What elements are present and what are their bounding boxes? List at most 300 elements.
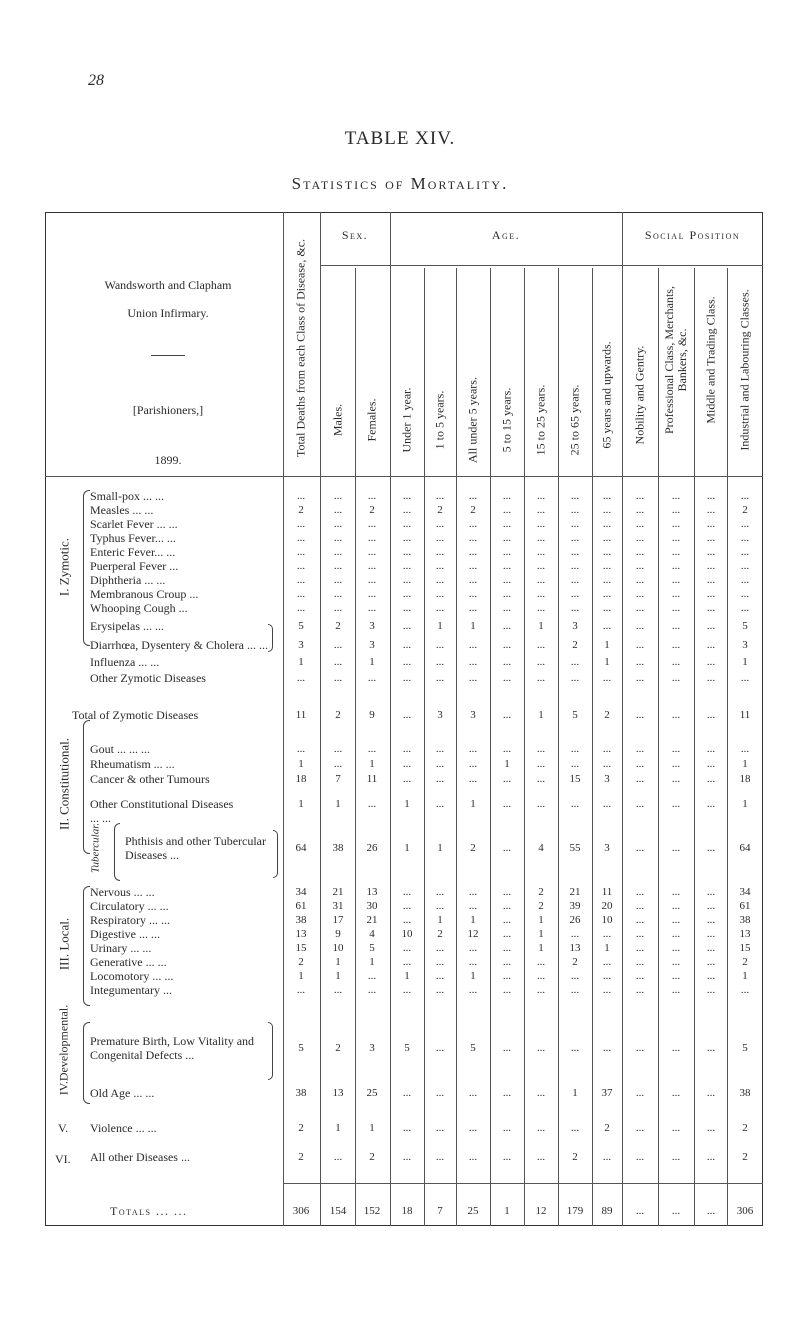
- table-cell: 1: [404, 842, 410, 854]
- table-cell: ...: [602, 970, 612, 982]
- table-cell: ...: [333, 574, 343, 586]
- table-cell: ...: [468, 1151, 478, 1163]
- table-cell: 1: [538, 620, 544, 632]
- table-cell: ...: [367, 602, 377, 614]
- table-cell: ...: [367, 743, 377, 755]
- table-cell: ...: [468, 758, 478, 770]
- sex-group-header: Sex.: [341, 228, 369, 242]
- table-cell: ...: [671, 560, 681, 572]
- table-cell: ...: [502, 620, 512, 632]
- table-cell: ...: [468, 1087, 478, 1099]
- table-cell: ...: [333, 639, 343, 651]
- table-cell: ...: [402, 672, 412, 684]
- table-cell: 1: [335, 956, 341, 968]
- table-cell: ...: [468, 656, 478, 668]
- grid-vline: [490, 268, 491, 1226]
- table-cell: 5: [298, 620, 304, 632]
- table-cell: ...: [671, 1087, 681, 1099]
- table-cell: ...: [740, 532, 750, 544]
- table-cell: ...: [502, 1087, 512, 1099]
- table-cell: 5: [404, 1042, 410, 1054]
- local-brace: [83, 886, 90, 1006]
- table-cell: ...: [635, 490, 645, 502]
- table-cell: ...: [602, 560, 612, 572]
- grid-vline: [456, 268, 457, 1226]
- table-cell: 1: [538, 942, 544, 954]
- table-cell: 1: [470, 798, 476, 810]
- table-cell: 179: [566, 1205, 584, 1217]
- table-cell: ...: [333, 504, 343, 516]
- table-cell: ...: [296, 518, 306, 530]
- table-cell: 15: [569, 773, 581, 785]
- table-cell: 1: [335, 1122, 341, 1134]
- table-cell: ...: [468, 743, 478, 755]
- table-cell: ...: [402, 1151, 412, 1163]
- table-cell: ...: [333, 546, 343, 558]
- table-cell: 2: [298, 1151, 304, 1163]
- table-cell: 1: [470, 914, 476, 926]
- table-cell: ...: [502, 942, 512, 954]
- table-cell: ...: [706, 1151, 716, 1163]
- table-cell: 18: [295, 773, 307, 785]
- table-cell: ...: [740, 546, 750, 558]
- table-cell: ...: [435, 956, 445, 968]
- table-cell: 26: [366, 842, 378, 854]
- table-cell: ...: [502, 773, 512, 785]
- age-group-header: Age.: [491, 228, 521, 242]
- table-cell: 10: [601, 914, 613, 926]
- table-cell: 38: [739, 1087, 751, 1099]
- table-cell: ...: [296, 602, 306, 614]
- table-cell: ...: [296, 546, 306, 558]
- table-cell: 1: [369, 656, 375, 668]
- table-cell: 306: [292, 1205, 310, 1217]
- table-cell: ...: [706, 602, 716, 614]
- table-cell: ...: [570, 672, 580, 684]
- table-cell: ...: [402, 1122, 412, 1134]
- table-cell: ...: [333, 743, 343, 755]
- table-cell: 25: [366, 1087, 378, 1099]
- table-cell: ...: [296, 984, 306, 996]
- table-cell: ...: [635, 639, 645, 651]
- table-cell: ...: [570, 546, 580, 558]
- table-cell: ...: [536, 1042, 546, 1054]
- table-cell: ...: [706, 1205, 716, 1217]
- table-cell: ...: [740, 672, 750, 684]
- table-cell: ...: [468, 956, 478, 968]
- table-cell: ...: [602, 1042, 612, 1054]
- table-cell: ...: [402, 758, 412, 770]
- table-cell: ...: [536, 956, 546, 968]
- table-cell: 1: [335, 970, 341, 982]
- grid-hline: [320, 265, 763, 266]
- table-cell: ...: [402, 532, 412, 544]
- table-cell: ...: [706, 560, 716, 572]
- row-label: Cancer & other Tumours: [90, 772, 210, 786]
- table-cell: 15: [739, 942, 751, 954]
- grid-vline: [283, 212, 284, 1226]
- table-cell: 2: [538, 900, 544, 912]
- table-cell: ...: [468, 639, 478, 651]
- table-cell: ...: [468, 574, 478, 586]
- table-cell: 25: [467, 1205, 479, 1217]
- row-label: Typhus Fever... ...: [90, 531, 176, 545]
- row-label: All other Diseases ...: [90, 1150, 190, 1164]
- table-cell: ...: [536, 532, 546, 544]
- row-label: Diphtheria ... ...: [90, 573, 166, 587]
- row-label: Whooping Cough ...: [90, 601, 188, 615]
- table-cell: ...: [502, 743, 512, 755]
- table-cell: 1: [437, 914, 443, 926]
- zymotic-brace: [83, 490, 90, 646]
- table-cell: ...: [602, 743, 612, 755]
- table-cell: ...: [435, 672, 445, 684]
- table-cell: ...: [706, 956, 716, 968]
- table-cell: ...: [435, 942, 445, 954]
- table-cell: ...: [635, 620, 645, 632]
- table-cell: 9: [335, 928, 341, 940]
- row-label: Influenza ... ...: [90, 655, 160, 669]
- table-cell: ...: [671, 639, 681, 651]
- table-cell: ...: [706, 984, 716, 996]
- constitutional-brace: [83, 720, 90, 854]
- table-cell: ...: [635, 709, 645, 721]
- table-cell: ...: [706, 914, 716, 926]
- row-label: Gout ... ... ...: [90, 742, 150, 756]
- table-cell: 2: [335, 709, 341, 721]
- table-cell: ...: [402, 504, 412, 516]
- table-cell: ...: [435, 560, 445, 572]
- table-cell: ...: [671, 886, 681, 898]
- table-cell: ...: [468, 532, 478, 544]
- table-cell: 9: [369, 709, 375, 721]
- table-cell: ...: [502, 656, 512, 668]
- table-cell: 89: [601, 1205, 613, 1217]
- table-cell: 13: [569, 942, 581, 954]
- table-cell: ...: [635, 798, 645, 810]
- table-cell: ...: [502, 1122, 512, 1134]
- table-cell: ...: [402, 914, 412, 926]
- table-cell: 3: [298, 639, 304, 651]
- table-cell: ...: [706, 672, 716, 684]
- table-cell: ...: [671, 532, 681, 544]
- row-label: Violence ... ...: [90, 1121, 157, 1135]
- table-cell: ...: [502, 546, 512, 558]
- table-cell: ...: [435, 656, 445, 668]
- table-cell: ...: [367, 588, 377, 600]
- table-cell: ...: [635, 1205, 645, 1217]
- table-cell: ...: [435, 798, 445, 810]
- table-cell: 5: [470, 1042, 476, 1054]
- table-cell: 1: [437, 842, 443, 854]
- table-cell: ...: [706, 900, 716, 912]
- table-cell: ...: [435, 886, 445, 898]
- table-cell: 13: [295, 928, 307, 940]
- header-rule: [45, 476, 763, 477]
- table-cell: 5: [572, 709, 578, 721]
- table-cell: 2: [298, 1122, 304, 1134]
- table-cell: ...: [536, 560, 546, 572]
- table-cell: ...: [602, 602, 612, 614]
- table-cell: ...: [635, 743, 645, 755]
- table-cell: ...: [570, 1042, 580, 1054]
- table-cell: 1: [742, 656, 748, 668]
- table-cell: ...: [570, 560, 580, 572]
- table-cell: ...: [402, 984, 412, 996]
- table-cell: ...: [367, 532, 377, 544]
- table-cell: ...: [602, 758, 612, 770]
- table-cell: 2: [604, 1122, 610, 1134]
- table-cell: ...: [296, 532, 306, 544]
- table-cell: ...: [502, 928, 512, 940]
- row-label: Premature Birth, Low Vitality and Congenital Defects ...: [90, 1034, 255, 1062]
- table-cell: ...: [671, 758, 681, 770]
- table-cell: ...: [536, 588, 546, 600]
- row-label: Other Constitutional Diseases ... ...: [90, 797, 234, 825]
- section-other-num: VI.: [55, 1152, 71, 1166]
- table-cell: ...: [402, 546, 412, 558]
- row-label: Urinary ... ...: [90, 941, 152, 955]
- table-cell: 61: [739, 900, 751, 912]
- table-cell: 3: [604, 773, 610, 785]
- table-cell: 1: [404, 970, 410, 982]
- row-label: Membranous Croup ...: [90, 587, 199, 601]
- table-cell: ...: [706, 773, 716, 785]
- table-cell: ...: [468, 672, 478, 684]
- section-violence-num: V.: [58, 1121, 69, 1135]
- col-header-nobility: Nobility and Gentry.: [632, 345, 647, 445]
- table-cell: ...: [367, 984, 377, 996]
- table-cell: ...: [635, 1122, 645, 1134]
- table-cell: ...: [367, 546, 377, 558]
- table-cell: ...: [740, 574, 750, 586]
- table-cell: ...: [635, 758, 645, 770]
- table-cell: 2: [437, 504, 443, 516]
- table-cell: ...: [602, 672, 612, 684]
- table-cell: ...: [570, 970, 580, 982]
- row-label: Erysipelas ... ...: [90, 619, 164, 633]
- table-cell: ...: [671, 1151, 681, 1163]
- table-cell: 2: [470, 504, 476, 516]
- table-cell: 18: [401, 1205, 413, 1217]
- table-cell: ...: [536, 1151, 546, 1163]
- table-cell: 1: [369, 758, 375, 770]
- table-cell: 5: [742, 1042, 748, 1054]
- table-cell: ...: [502, 970, 512, 982]
- table-cell: ...: [468, 602, 478, 614]
- table-cell: ...: [635, 942, 645, 954]
- table-cell: ...: [635, 886, 645, 898]
- table-cell: ...: [706, 620, 716, 632]
- table-cell: ...: [333, 758, 343, 770]
- table-cell: ...: [671, 798, 681, 810]
- section-zymotic: I. Zymotic.: [56, 537, 72, 597]
- row-label: Totals ... ...: [110, 1204, 188, 1218]
- table-cell: ...: [635, 602, 645, 614]
- table-cell: ...: [367, 490, 377, 502]
- grid-vline: [622, 212, 623, 1226]
- table-cell: ...: [740, 560, 750, 572]
- table-cell: ...: [333, 656, 343, 668]
- table-cell: ...: [706, 842, 716, 854]
- institution-line1: Wandsworth and Clapham: [104, 278, 232, 292]
- table-cell: ...: [602, 588, 612, 600]
- table-cell: ...: [635, 970, 645, 982]
- table-cell: ...: [536, 970, 546, 982]
- table-cell: ...: [671, 900, 681, 912]
- table-cell: ...: [635, 914, 645, 926]
- col-header-15-to-25: 15 to 25 years.: [533, 384, 548, 456]
- table-cell: 13: [739, 928, 751, 940]
- table-cell: 64: [739, 842, 751, 854]
- table-cell: ...: [671, 842, 681, 854]
- row-label: Small-pox ... ...: [90, 489, 164, 503]
- table-cell: 2: [298, 956, 304, 968]
- table-cell: 4: [538, 842, 544, 854]
- page-number: 28: [88, 72, 104, 89]
- table-cell: ...: [502, 956, 512, 968]
- table-cell: ...: [706, 942, 716, 954]
- table-cell: 1: [538, 914, 544, 926]
- col-header-middle: Middle and Trading Class.: [703, 296, 718, 424]
- section-developmental: IV.Developmental.: [56, 1004, 71, 1096]
- table-cell: ...: [706, 1042, 716, 1054]
- table-cell: 3: [742, 639, 748, 651]
- table-cell: ...: [570, 984, 580, 996]
- table-cell: 5: [369, 942, 375, 954]
- table-cell: ...: [570, 518, 580, 530]
- row-label: Rheumatism ... ...: [90, 757, 175, 771]
- table-cell: ...: [570, 656, 580, 668]
- section-constitutional: II. Constitutional.: [56, 737, 72, 831]
- table-cell: ...: [706, 758, 716, 770]
- row-label: Digestive ... ...: [90, 927, 160, 941]
- table-cell: ...: [671, 914, 681, 926]
- table-cell: ...: [671, 1205, 681, 1217]
- row-label: Nervous ... ...: [90, 885, 155, 899]
- table-cell: ...: [635, 1087, 645, 1099]
- table-cell: 1: [538, 928, 544, 940]
- table-cell: 1: [504, 1205, 510, 1217]
- table-cell: 2: [335, 620, 341, 632]
- table-cell: ...: [402, 574, 412, 586]
- grid-vline: [694, 268, 695, 1226]
- row-label: Scarlet Fever ... ...: [90, 517, 178, 531]
- row-label: Puerperal Fever ...: [90, 559, 179, 573]
- table-cell: ...: [635, 518, 645, 530]
- row-label: Phthisis and other Tubercular Diseases ...: [125, 834, 266, 862]
- row-label: Measles ... ...: [90, 503, 154, 517]
- table-cell: 38: [295, 1087, 307, 1099]
- table-cell: ...: [468, 984, 478, 996]
- table-cell: ...: [570, 602, 580, 614]
- table-cell: 7: [437, 1205, 443, 1217]
- table-cell: ...: [367, 798, 377, 810]
- table-cell: 2: [335, 1042, 341, 1054]
- table-cell: ...: [671, 574, 681, 586]
- table-cell: 11: [739, 709, 751, 721]
- table-cell: 26: [569, 914, 581, 926]
- table-cell: ...: [402, 709, 412, 721]
- table-cell: ...: [635, 560, 645, 572]
- table-cell: ...: [502, 574, 512, 586]
- table-subtitle: Statistics of Mortality.: [291, 174, 509, 193]
- table-cell: 37: [601, 1087, 613, 1099]
- table-cell: ...: [402, 956, 412, 968]
- table-cell: 38: [332, 842, 344, 854]
- table-cell: ...: [536, 798, 546, 810]
- table-cell: ...: [435, 532, 445, 544]
- table-cell: ...: [570, 490, 580, 502]
- table-cell: ...: [468, 560, 478, 572]
- table-cell: ...: [706, 743, 716, 755]
- col-header-all-under-5: All under 5 years.: [465, 377, 480, 463]
- table-cell: ...: [602, 532, 612, 544]
- table-cell: 1: [369, 1122, 375, 1134]
- table-cell: ...: [536, 518, 546, 530]
- row-label: Respiratory ... ...: [90, 913, 170, 927]
- table-cell: ...: [402, 490, 412, 502]
- row-label: Generative ... ...: [90, 955, 167, 969]
- table-cell: 2: [742, 956, 748, 968]
- table-cell: ...: [635, 1042, 645, 1054]
- col-header-industrial: Industrial and Labouring Classes.: [737, 289, 752, 451]
- table-cell: ...: [602, 928, 612, 940]
- table-cell: ...: [502, 1151, 512, 1163]
- table-cell: ...: [671, 942, 681, 954]
- table-cell: 7: [335, 773, 341, 785]
- table-cell: ...: [602, 574, 612, 586]
- table-cell: ...: [402, 560, 412, 572]
- table-cell: ...: [602, 546, 612, 558]
- table-cell: ...: [468, 588, 478, 600]
- table-cell: ...: [536, 639, 546, 651]
- table-cell: ...: [635, 928, 645, 940]
- table-cell: ...: [367, 574, 377, 586]
- table-cell: ...: [402, 743, 412, 755]
- table-cell: 21: [332, 886, 344, 898]
- tubercular-close-brace: [273, 830, 278, 878]
- table-cell: 2: [572, 1151, 578, 1163]
- row-label: Circulatory ... ...: [90, 899, 169, 913]
- table-cell: 39: [569, 900, 581, 912]
- table-cell: ...: [570, 588, 580, 600]
- table-cell: 1: [298, 798, 304, 810]
- table-cell: 20: [601, 900, 613, 912]
- col-header-25-to-65: 25 to 65 years.: [567, 384, 582, 456]
- table-cell: ...: [740, 743, 750, 755]
- table-cell: ...: [435, 984, 445, 996]
- table-cell: ...: [536, 1122, 546, 1134]
- table-cell: 5: [298, 1042, 304, 1054]
- table-cell: ...: [740, 518, 750, 530]
- table-cell: 13: [332, 1087, 344, 1099]
- table-cell: ...: [635, 984, 645, 996]
- table-cell: ...: [570, 758, 580, 770]
- table-cell: ...: [671, 928, 681, 940]
- table-cell: ...: [602, 798, 612, 810]
- table-cell: ...: [435, 1151, 445, 1163]
- table-cell: 3: [437, 709, 443, 721]
- table-cell: ...: [671, 956, 681, 968]
- grid-vline: [558, 268, 559, 1226]
- table-cell: ...: [296, 588, 306, 600]
- table-cell: ...: [502, 1042, 512, 1054]
- table-cell: ...: [706, 709, 716, 721]
- table-cell: ...: [671, 546, 681, 558]
- table-cell: 1: [404, 798, 410, 810]
- table-cell: 3: [369, 639, 375, 651]
